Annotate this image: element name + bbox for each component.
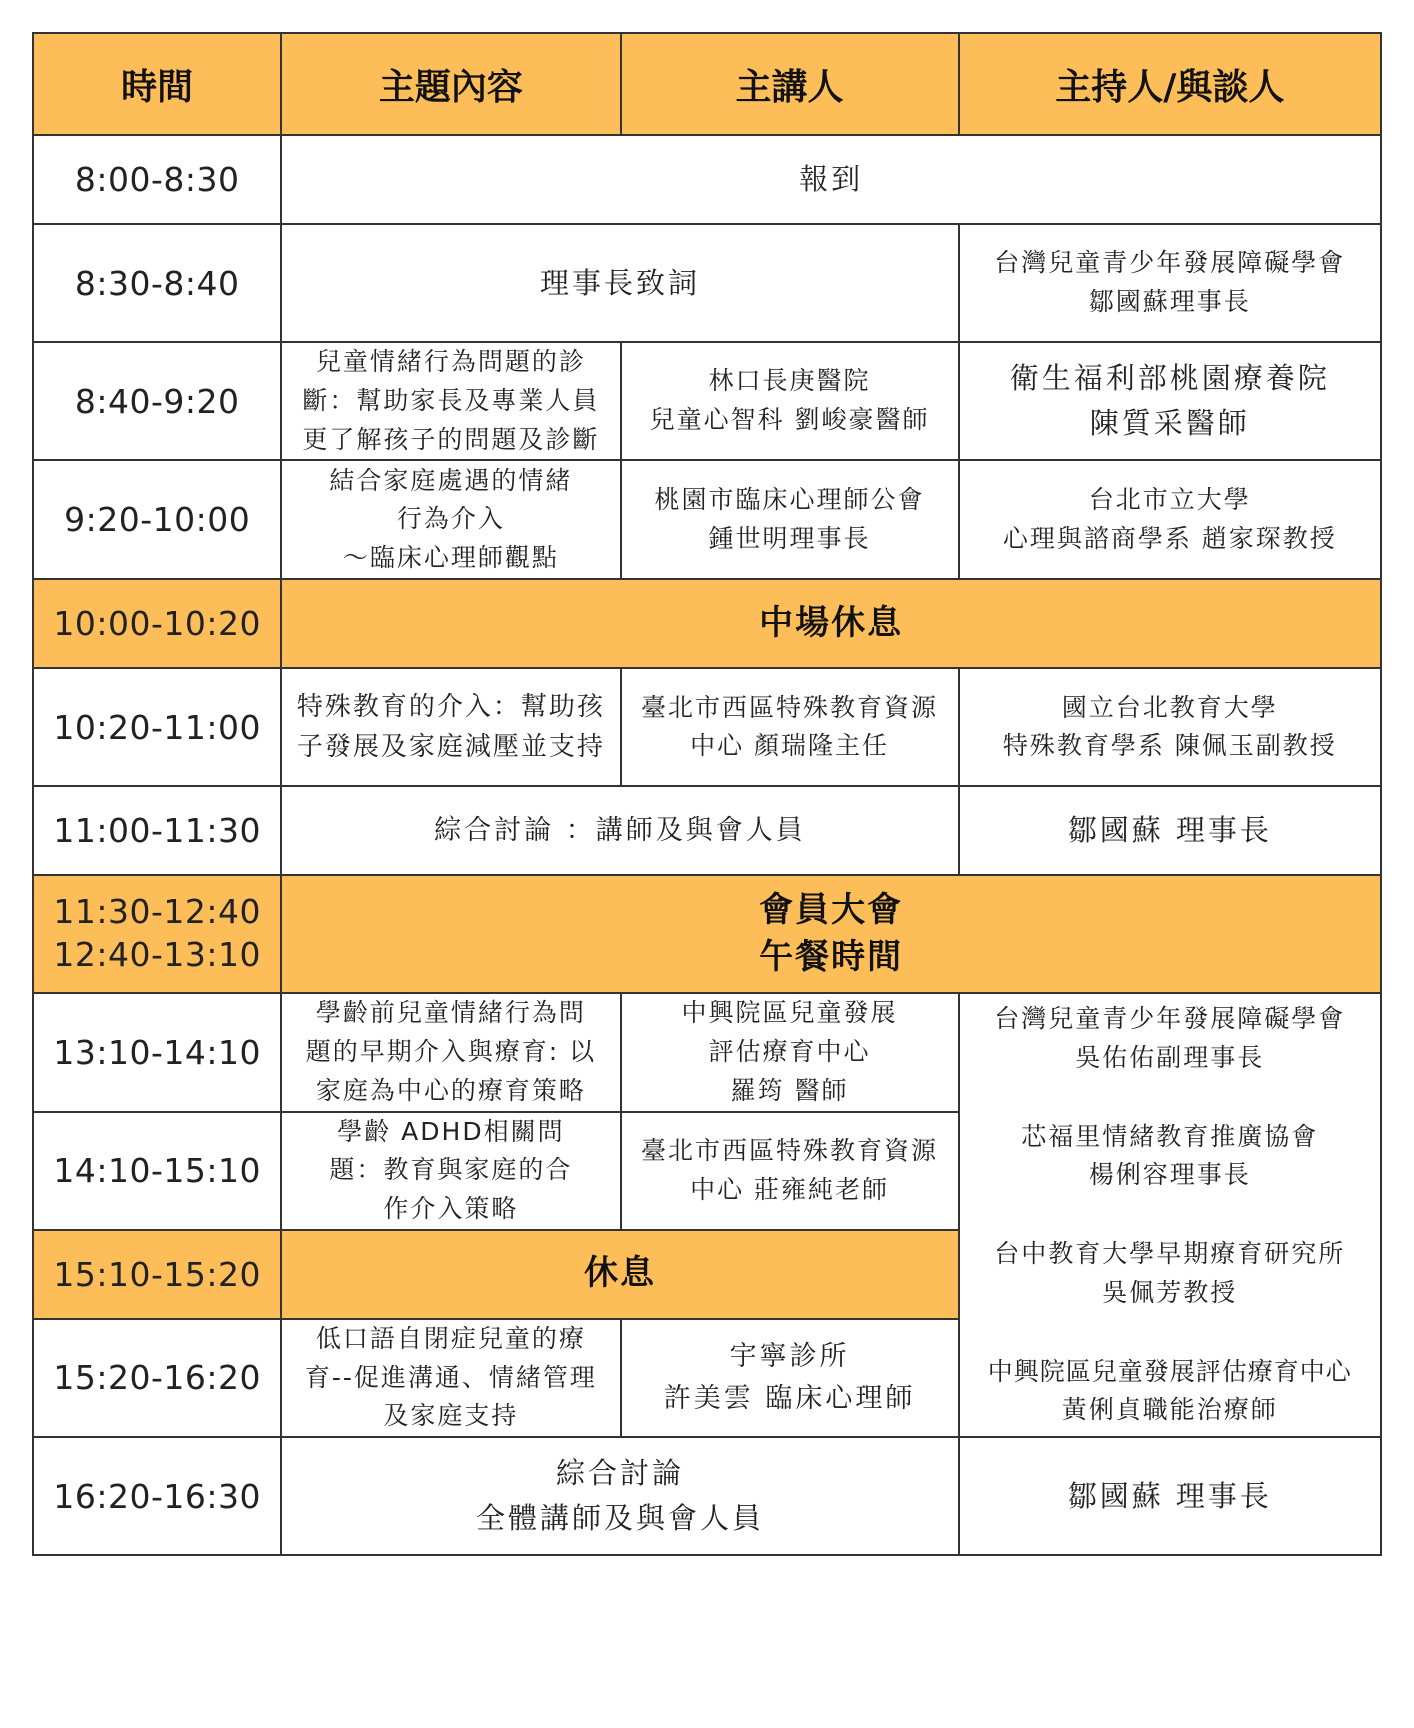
- speaker-line: 兒童心智科 劉峻豪醫師: [649, 405, 930, 435]
- host-cell: 鄒國蘇 理事長: [959, 1437, 1381, 1555]
- table-row: [33, 135, 1381, 224]
- checkin-cell: 報到: [281, 135, 1381, 224]
- agenda-table: [32, 32, 1382, 1556]
- table-row: [33, 224, 1381, 342]
- topic-cell: [281, 668, 620, 786]
- speaker-line: 許美雲 臨床心理師: [663, 1382, 916, 1414]
- time-cell: 16:20-16:30: [33, 1437, 281, 1555]
- time-cell: 13:10-14:10: [33, 993, 281, 1111]
- topic-cell: 理事長致詞: [281, 224, 958, 342]
- time-cell: 15:10-15:20: [33, 1230, 281, 1319]
- afternoon-hosts-cell: [959, 993, 1381, 1437]
- speaker-line: 臺北市西區特殊教育資源: [641, 692, 939, 722]
- topic-line: 更了解孩子的問題及診斷: [302, 424, 600, 454]
- topic-cell: [281, 1319, 620, 1437]
- topic-cell: [281, 1112, 620, 1230]
- speaker-cell: [621, 1319, 959, 1437]
- time-cell: 10:00-10:20: [33, 579, 281, 668]
- speaker-line: 宇寧診所: [729, 1341, 850, 1373]
- speaker-line: 中興院區兒童發展: [681, 998, 898, 1028]
- time-cell: 8:30-8:40: [33, 224, 281, 342]
- topic-line: 斷：幫助家長及專業人員: [302, 385, 600, 415]
- time-line: 11:30-12:40: [53, 892, 261, 932]
- host-cell: 鄒國蘇 理事長: [959, 786, 1381, 875]
- speaker-line: 羅筠 醫師: [730, 1075, 849, 1105]
- time-cell: 9:20-10:00: [33, 460, 281, 579]
- host-line: 國立台北教育大學: [1061, 692, 1278, 722]
- topic-line: 低口語自閉症兒童的療: [315, 1323, 586, 1353]
- time-cell: 11:00-11:30: [33, 786, 281, 875]
- host-line: 中興院區兒童發展評估療育中心: [987, 1356, 1352, 1386]
- header-time: 時間: [33, 33, 281, 135]
- title-line: 午餐時間: [759, 937, 904, 978]
- speaker-line: 中心 顏瑞隆主任: [690, 731, 890, 761]
- topic-line: 育--促進溝通、情緒管理: [304, 1362, 597, 1392]
- time-cell: 14:10-15:10: [33, 1112, 281, 1230]
- time-cell: 15:20-16:20: [33, 1319, 281, 1437]
- topic-cell: [281, 993, 620, 1111]
- host-line: 吳佑佑副理事長: [1075, 1042, 1265, 1072]
- break-title: 休息: [281, 1230, 958, 1319]
- speaker-cell: [621, 460, 959, 579]
- time-cell: 10:20-11:00: [33, 668, 281, 786]
- header-moderator: 主持人/與談人: [959, 33, 1381, 135]
- topic-line: 結合家庭處遇的情緒: [329, 465, 573, 495]
- speaker-cell: [621, 342, 959, 460]
- speaker-cell: [621, 1112, 959, 1230]
- header-topic: 主題內容: [281, 33, 620, 135]
- host-line: 衛生福利部桃園療養院: [1009, 361, 1330, 396]
- topic-cell: [281, 460, 620, 579]
- speaker-line: 中心 莊雍純老師: [690, 1174, 890, 1204]
- topic-line: 學齡前兒童情緒行為問: [315, 998, 586, 1028]
- host-cell: [959, 224, 1381, 342]
- topic-cell: [281, 342, 620, 460]
- time-cell: 8:00-8:30: [33, 135, 281, 224]
- break-row: [33, 579, 1381, 668]
- host-line: 心理與諮商學系 趙家琛教授: [1002, 523, 1337, 553]
- title-line: 會員大會: [759, 889, 904, 930]
- speaker-line: 桃園市臨床心理師公會: [654, 485, 925, 514]
- topic-line: 兒童情緒行為問題的診: [315, 347, 586, 376]
- host-cell: [959, 668, 1381, 786]
- topic-line: 行為介入: [396, 504, 505, 534]
- host-line: 台北市立大學: [1088, 485, 1251, 514]
- topic-line: 題：教育與家庭的合: [329, 1155, 573, 1185]
- host-cell: [959, 460, 1381, 579]
- topic-line: 作介入策略: [383, 1194, 519, 1223]
- topic-line: 家庭為中心的療育策略: [315, 1075, 586, 1105]
- speaker-line: 林口長庚醫院: [708, 366, 871, 396]
- meeting-row: [33, 875, 1381, 993]
- topic-line: 題的早期介入與療育: 以: [305, 1037, 597, 1066]
- host-cell: [959, 342, 1381, 460]
- topic-line: 全體講師及與會人員: [475, 1501, 764, 1535]
- host-line: 黃俐貞職能治療師: [1061, 1395, 1278, 1425]
- topic-cell: 綜合討論 ：講師及與會人員: [281, 786, 958, 875]
- table-row: [33, 342, 1381, 460]
- topic-line: 特殊教育的介入：幫助孩: [296, 691, 605, 722]
- header-row: [33, 33, 1381, 135]
- host-line: 鄒國蘇理事長: [1088, 287, 1251, 316]
- speaker-cell: [621, 993, 959, 1111]
- speaker-line: 臺北市西區特殊教育資源: [641, 1135, 939, 1165]
- table-row: [33, 786, 1381, 875]
- topic-line: 及家庭支持: [383, 1401, 519, 1431]
- table-row: [33, 668, 1381, 786]
- topic-cell: [281, 1437, 958, 1555]
- header-speaker: 主講人: [621, 33, 959, 135]
- topic-line: 學齡 ADHD相關問: [337, 1116, 565, 1146]
- time-line: 12:40-13:10: [53, 935, 261, 975]
- host-line: 吳佩芳教授: [1102, 1277, 1238, 1307]
- time-cell: [33, 875, 281, 993]
- break-title: 中場休息: [281, 579, 1381, 668]
- table-row: [33, 460, 1381, 579]
- meeting-title: [281, 875, 1381, 993]
- table-row: [33, 1437, 1381, 1555]
- speaker-cell: [621, 668, 959, 786]
- host-line: 台中教育大學早期療育研究所: [994, 1239, 1346, 1269]
- host-line: 特殊教育學系 陳佩玉副教授: [1002, 731, 1337, 761]
- topic-line: 綜合討論: [555, 1456, 684, 1491]
- host-line: 台灣兒童青少年發展障礙學會: [994, 1004, 1346, 1034]
- speaker-line: 評估療育中心: [708, 1037, 871, 1066]
- table-row: [33, 993, 1381, 1111]
- host-line: 台灣兒童青少年發展障礙學會: [994, 248, 1346, 278]
- topic-line: 子發展及家庭減壓並支持: [296, 732, 605, 763]
- time-cell: 8:40-9:20: [33, 342, 281, 460]
- topic-line: ～臨床心理師觀點: [342, 543, 559, 573]
- host-line: 楊俐容理事長: [1088, 1160, 1251, 1190]
- host-line: 芯福里情緒教育推廣協會: [1021, 1121, 1319, 1151]
- host-line: 陳質采醫師: [1089, 406, 1250, 441]
- speaker-line: 鍾世明理事長: [708, 523, 871, 553]
